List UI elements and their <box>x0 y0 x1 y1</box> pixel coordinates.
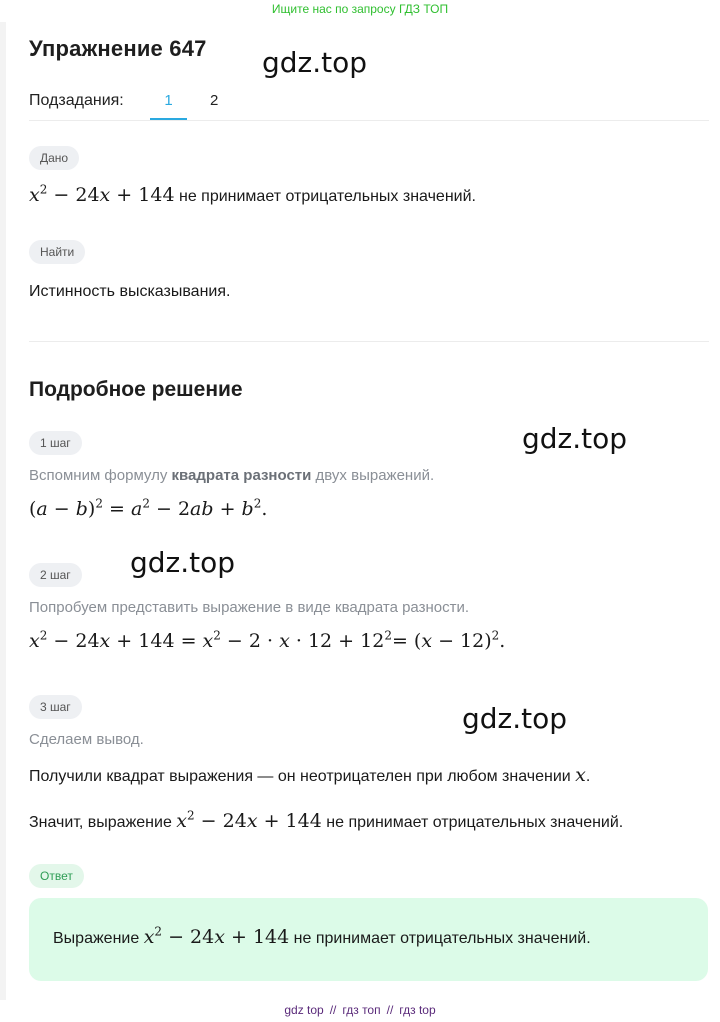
footer-links <box>0 1003 720 1017</box>
divider <box>29 341 709 342</box>
step-2-chip: 2 шаг <box>29 563 82 587</box>
given-text: не принимает отрицательных значений. <box>174 188 476 205</box>
step-3-chip: 3 шаг <box>29 695 82 719</box>
answer-pre: Выражение <box>53 930 144 947</box>
footer-link[interactable]: gdz top <box>284 1003 324 1017</box>
watermark: gdz.top <box>262 46 368 79</box>
step-1-hint-bold: квадрата разности <box>171 467 312 484</box>
step-1-hint-post: двух выражений. <box>311 467 435 484</box>
find-text: Истинность высказывания. <box>29 283 231 300</box>
given-statement <box>29 184 476 206</box>
step-3-line-2-pre: Значит, выражение <box>29 814 177 831</box>
footer-link[interactable]: гдз топ <box>342 1003 381 1017</box>
step-3-line-2-post: не принимает отрицательных значений. <box>321 814 624 831</box>
search-promo-link[interactable]: Ищите нас по запросу ГДЗ ТОП <box>271 2 449 16</box>
step-3-line-2: Значит, выражение $x^2 - 24x + 144$ не принимает отрицательных значений. <box>29 808 624 832</box>
tab-subtask-1[interactable]: 1 <box>164 92 173 109</box>
step-1-chip: 1 шаг <box>29 431 82 455</box>
step-1-hint-pre: Вспомним формулу <box>29 467 172 484</box>
watermark: gdz.top <box>522 422 628 455</box>
step-1-formula: $(a - b)^2 = a^2 - 2ab + b^2$. <box>29 496 268 520</box>
footer-link[interactable]: гдз top <box>399 1003 436 1017</box>
watermark: gdz.top <box>462 702 568 735</box>
step-3-hint: Сделаем вывод. <box>29 731 144 748</box>
answer-chip: Ответ <box>29 864 84 888</box>
given-expression: $x^2 - 24x + 144$ <box>29 182 175 206</box>
answer-text: Выражение $x^2 - 24x + 144$ не принимает отрицательных значений. <box>53 924 591 948</box>
footer-separator: // <box>386 1003 394 1017</box>
step-3-line-1: Получили квадрат выражения — он неотрицателен при любом значении x. <box>29 764 591 786</box>
step-3-line-1-text: Получили квадрат выражения — он неотрицателен при любом значении <box>29 768 576 785</box>
subtasks-label: Подзадания: <box>29 92 124 109</box>
page-title: Упражнение 647 <box>29 36 207 61</box>
step-2-formula: $x^2 - 24x + 144 = x^2 - 2 \cdot x \cdot 12 + 12^2= (x - 12)^2$. <box>29 628 506 652</box>
left-rule <box>0 22 6 1000</box>
given-chip: Дано <box>29 146 79 170</box>
footer-separator: // <box>329 1003 337 1017</box>
answer-post: не принимает отрицательных значений. <box>289 930 591 947</box>
step-3-variable: x <box>575 764 586 786</box>
solution-title: Подробное решение <box>29 378 243 401</box>
find-chip: Найти <box>29 240 85 264</box>
step-1-hint <box>29 467 434 484</box>
tab-subtask-2[interactable]: 2 <box>210 92 219 109</box>
divider <box>29 120 709 121</box>
answer-box <box>29 898 708 981</box>
watermark: gdz.top <box>130 546 236 579</box>
step-2-hint: Попробуем представить выражение в виде квадрата разности. <box>29 599 470 616</box>
